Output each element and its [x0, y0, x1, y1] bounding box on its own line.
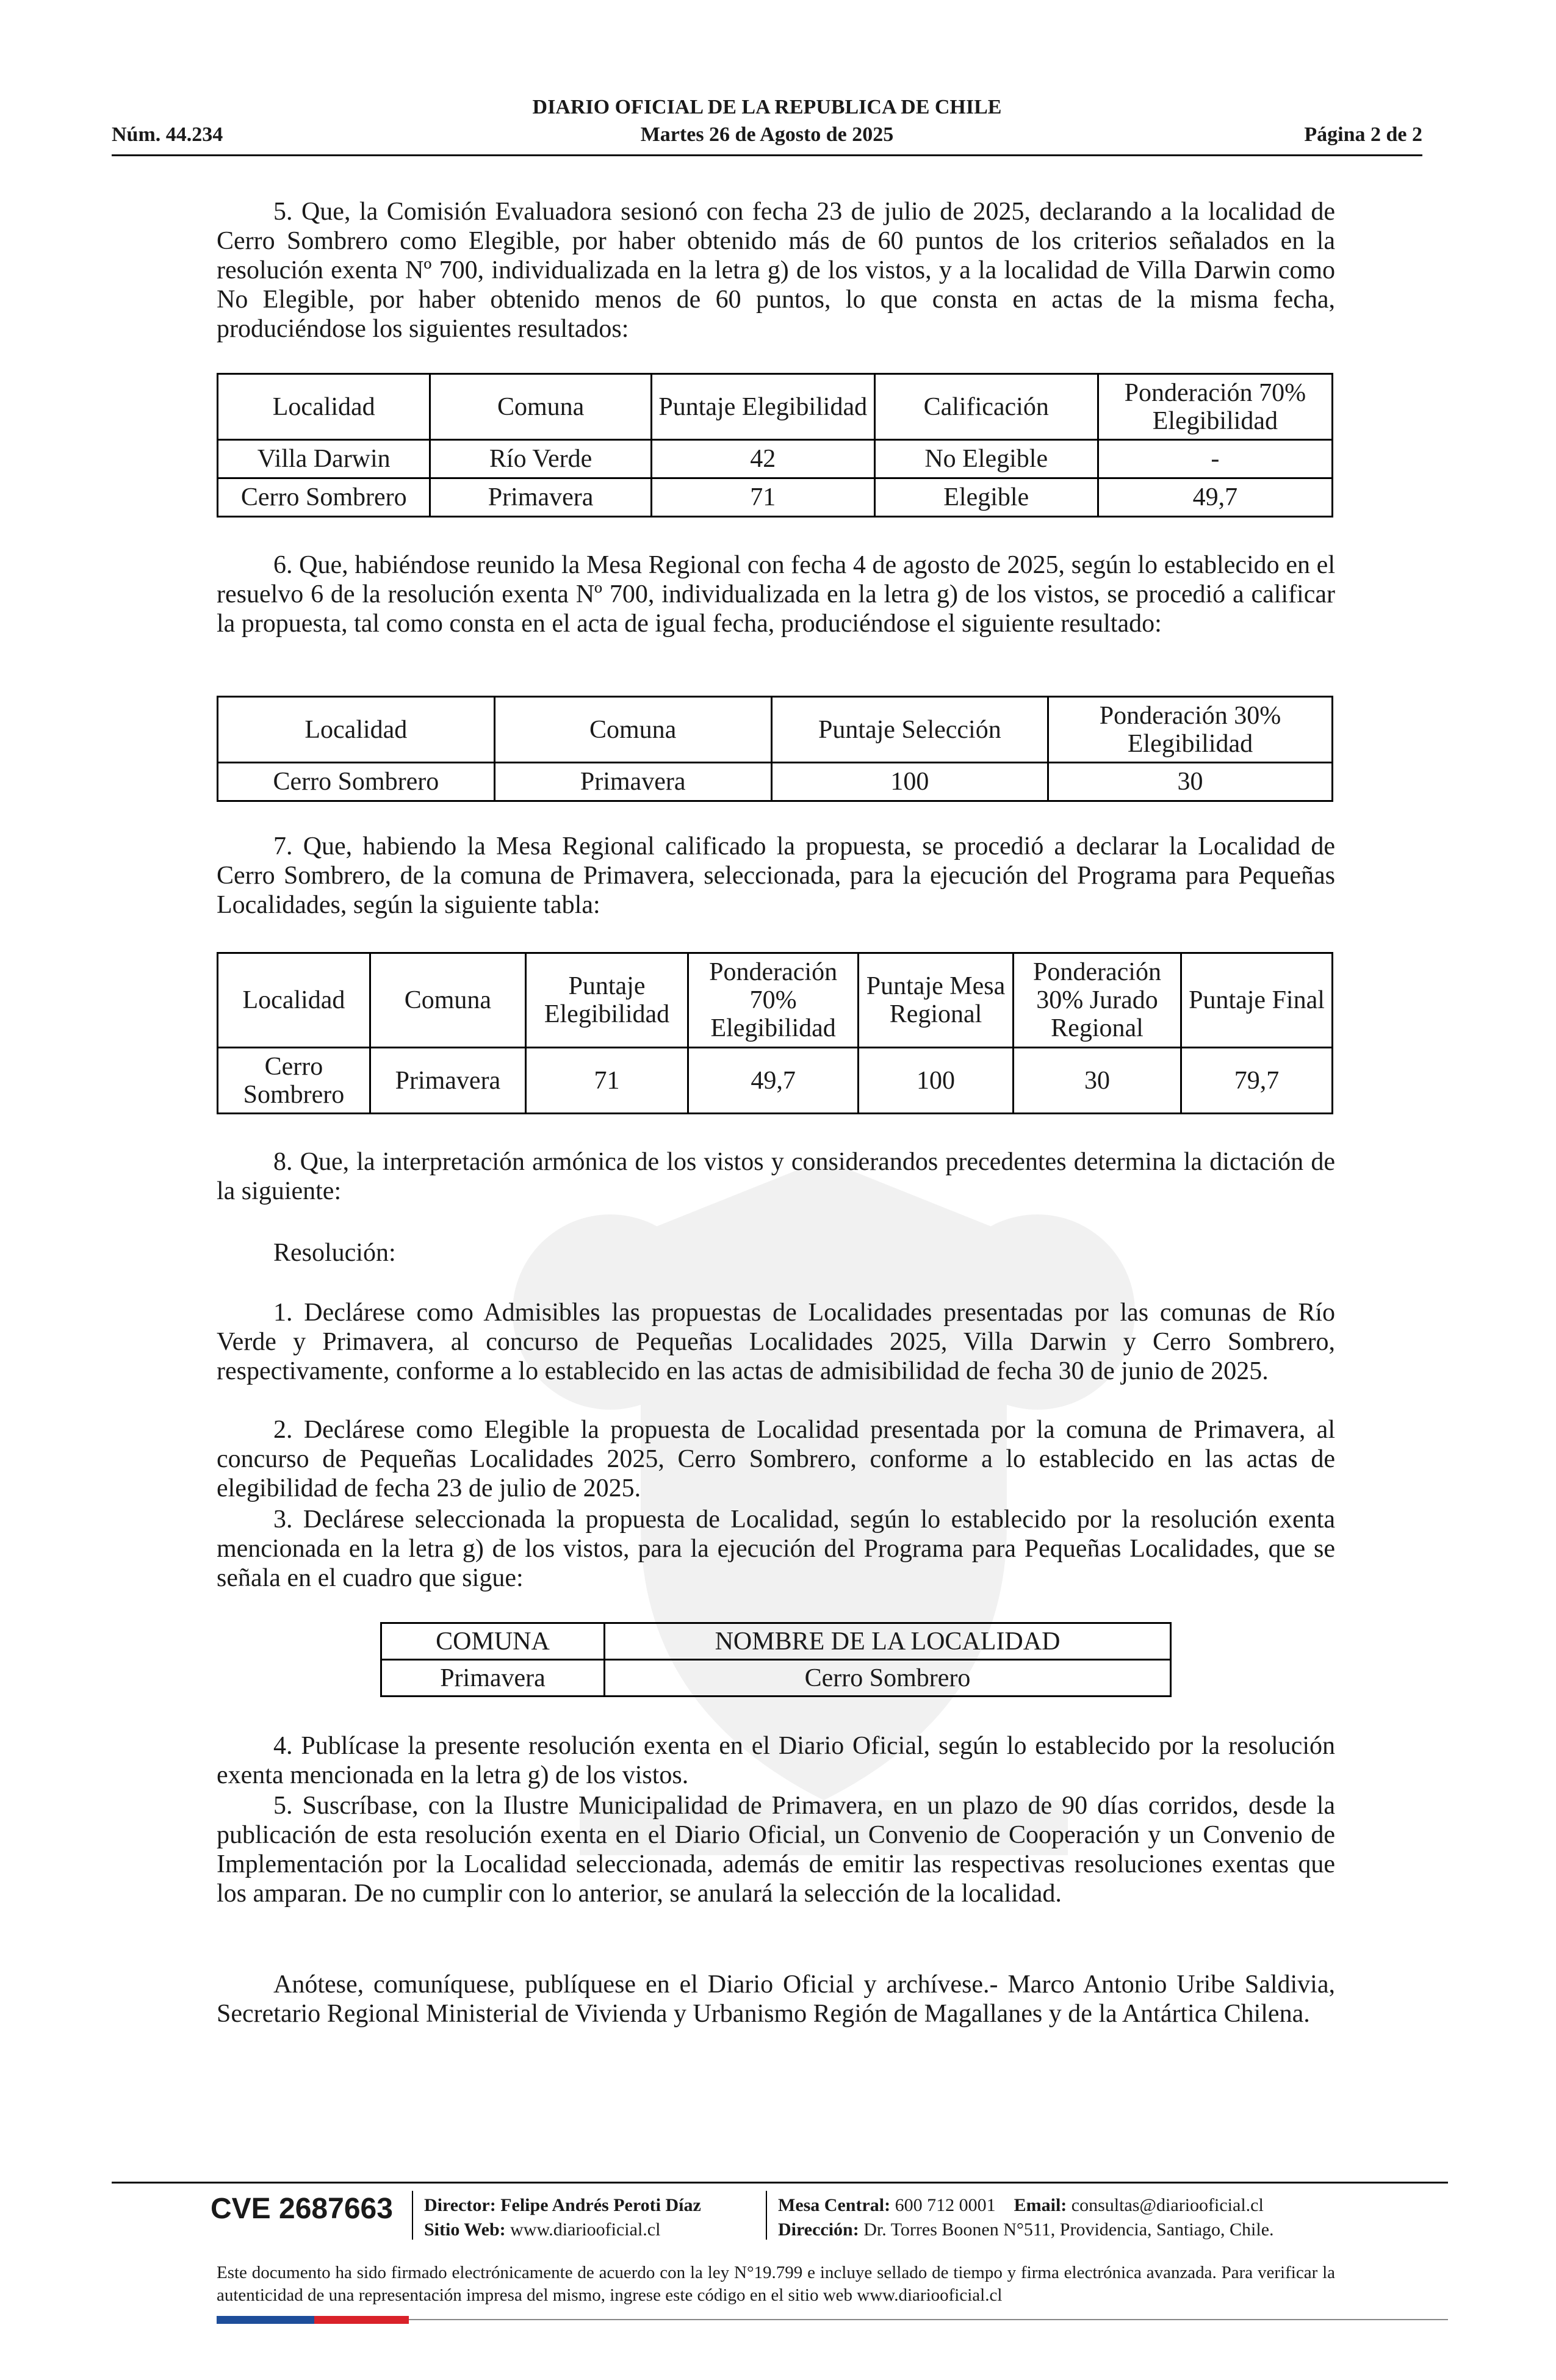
- resolution-item-5: 5. Suscríbase, con la Ilustre Municipalidad de Primavera, en un plazo de 90 días corridos, desde la publicación de esta resolución exenta en el Diario Oficial, un Convenio de Cooperación y un Convenio de Implementación por la Localidad seleccionada, además de emitir las respectivas resoluciones exentas que los amparan. De no cumplir con lo anterior, se anulará la selección de la localidad.: [217, 1792, 1335, 1908]
- table-cell: Villa Darwin: [218, 440, 430, 478]
- table-cell: 79,7: [1181, 1048, 1333, 1114]
- table-cell: No Elegible: [874, 440, 1098, 478]
- flag-color-bar: [217, 2316, 409, 2324]
- mesa-phone: 600 712 0001: [895, 2195, 996, 2215]
- footer-director-line: [424, 2193, 701, 2218]
- table-header-cell: Ponderación 70% Elegibilidad: [1098, 374, 1332, 440]
- table-header-cell: COMUNA: [381, 1623, 605, 1660]
- table-cell: Cerro Sombrero: [218, 1048, 370, 1114]
- table-header-cell: Puntaje Elegibilidad: [525, 953, 688, 1048]
- table-cell: 49,7: [688, 1048, 859, 1114]
- cve-code: CVE 2687663: [211, 2193, 393, 2225]
- table-cell: 42: [651, 440, 874, 478]
- footer-mesa-line: [778, 2193, 1274, 2218]
- table-header-cell: Comuna: [370, 953, 525, 1048]
- newspaper-title: DIARIO OFICIAL DE LA REPUBLICA DE CHILE: [532, 96, 1002, 118]
- resolution-heading: Resolución:: [273, 1239, 396, 1267]
- footer-contact-block: [778, 2193, 1274, 2242]
- table-row: [381, 1660, 1171, 1697]
- closing-signature: Anótese, comuníquese, publíquese en el Diario Oficial y archívese.- Marco Antonio Uribe Saldivia, Secretario Regional Ministerial de Vivienda y Urbanismo Región de Magallanes y de la Antártica Chilena.: [217, 1971, 1335, 2028]
- table-row: [218, 440, 1333, 478]
- flag-blue-segment: [217, 2316, 314, 2324]
- web-label: Sitio Web:: [424, 2220, 506, 2240]
- table-cell: Primavera: [430, 478, 651, 517]
- table-header-row: [218, 697, 1333, 763]
- table-header-cell: Ponderación 70% Elegibilidad: [688, 953, 859, 1048]
- table-header-cell: NOMBRE DE LA LOCALIDAD: [605, 1623, 1171, 1660]
- footer-address-line: [778, 2218, 1274, 2242]
- table-header-cell: Ponderación 30% Jurado Regional: [1013, 953, 1181, 1048]
- table-cell: 49,7: [1098, 478, 1332, 517]
- footer-separator: [412, 2191, 413, 2240]
- address-label: Dirección:: [778, 2220, 859, 2240]
- table-header-row: [218, 374, 1333, 440]
- flag-red-segment: [314, 2316, 409, 2324]
- table-cell: Primavera: [494, 763, 771, 801]
- email-label: Email:: [1014, 2195, 1067, 2215]
- table-header-cell: Puntaje Final: [1181, 953, 1333, 1048]
- table-header-cell: Localidad: [218, 697, 495, 763]
- paragraph-7: 7. Que, habiendo la Mesa Regional calificado la propuesta, se procedió a declarar la Localidad de Cerro Sombrero, de la comuna de Primavera, seleccionada, para la ejecución del Programa para Pequeñas Localidades, según la siguiente tabla:: [217, 832, 1335, 919]
- resolution-item-1: 1. Declárese como Admisibles las propuestas de Localidades presentadas por las comunas de Río Verde y Primavera, al concurso de Pequeñas Localidades 2025, Villa Darwin y Cerro Sombrero, respectivamente, conforme a lo establecido en las actas de admisibilidad de fecha 30 de junio de 2025.: [217, 1299, 1335, 1385]
- page-number: Página 2 de 2: [1304, 123, 1422, 146]
- table-cell: 30: [1048, 763, 1333, 801]
- footer-director-block: [424, 2193, 701, 2242]
- table-header-cell: Calificación: [874, 374, 1098, 440]
- table-cell: 100: [859, 1048, 1014, 1114]
- page-header: [112, 96, 1422, 157]
- paragraph-8: 8. Que, la interpretación armónica de los vistos y considerandos precedentes determina la dictación de la siguiente:: [217, 1148, 1335, 1205]
- table-cell: 71: [651, 478, 874, 517]
- director-label: Director:: [424, 2195, 496, 2215]
- table-localidad-seleccionada: [380, 1622, 1172, 1697]
- table-elegibilidad: [217, 373, 1333, 517]
- table-cell: 100: [771, 763, 1048, 801]
- table-row: [218, 478, 1333, 517]
- footer-divider: [112, 2182, 1448, 2183]
- table-cell: Cerro Sombrero: [218, 478, 430, 517]
- table-puntaje-final: [217, 952, 1333, 1114]
- resolution-item-2: 2. Declárese como Elegible la propuesta de Localidad presentada por la comuna de Primavera, al concurso de Pequeñas Localidades 2025, Cerro Sombrero, conforme a lo establecido en las actas de elegibilidad de fecha 23 de julio de 2025.: [217, 1416, 1335, 1502]
- footer-separator: [766, 2191, 767, 2240]
- table-row: [218, 1048, 1333, 1114]
- table-header-cell: Puntaje Selección: [771, 697, 1048, 763]
- table-header-cell: Puntaje Elegibilidad: [651, 374, 874, 440]
- table-cell: Primavera: [370, 1048, 525, 1114]
- table-header-cell: Localidad: [218, 953, 370, 1048]
- table-cell: 30: [1013, 1048, 1181, 1114]
- table-header-cell: Puntaje Mesa Regional: [859, 953, 1014, 1048]
- table-cell: Primavera: [381, 1660, 605, 1697]
- header-divider: [112, 154, 1422, 156]
- table-header-cell: Comuna: [494, 697, 771, 763]
- address-text: Dr. Torres Boonen N°511, Providencia, Santiago, Chile.: [863, 2220, 1274, 2240]
- mesa-label: Mesa Central:: [778, 2195, 891, 2215]
- issue-date: Martes 26 de Agosto de 2025: [640, 123, 894, 146]
- table-seleccion: [217, 696, 1333, 802]
- table-cell: Río Verde: [430, 440, 651, 478]
- table-cell: Cerro Sombrero: [605, 1660, 1171, 1697]
- email-link[interactable]: consultas@diariooficial.cl: [1071, 2195, 1264, 2215]
- director-name: Felipe Andrés Peroti Díaz: [500, 2195, 701, 2215]
- table-row: [218, 763, 1333, 801]
- resolution-item-3: 3. Declárese seleccionada la propuesta de Localidad, según lo establecido por la resolución exenta mencionada en la letra g) de los vistos, para la ejecución del Programa para Pequeñas Localidades, que se señala en el cuadro que sigue:: [217, 1506, 1335, 1592]
- table-cell: 71: [525, 1048, 688, 1114]
- paragraph-6: 6. Que, habiéndose reunido la Mesa Regional con fecha 4 de agosto de 2025, según lo establecido en el resuelvo 6 de la resolución exenta Nº 700, individualizada en la letra g) de los vistos, se procedió a calificar la propuesta, tal como consta en el acta de igual fecha, produciéndose el siguiente resultado:: [217, 551, 1335, 638]
- table-header-cell: Ponderación 30% Elegibilidad: [1048, 697, 1333, 763]
- footer-legal-note: Este documento ha sido firmado electrónicamente de acuerdo con la ley N°19.799 e incluye sellado de tiempo y firma electrónica avanzada. Para verificar la autenticidad de una representación impresa del mismo, ingrese este código en el sitio web www.diariooficial.cl: [217, 2263, 1335, 2305]
- resolution-item-4: 4. Publícase la presente resolución exenta en el Diario Oficial, según lo establecido por la resolución exenta mencionada en la letra g) de los vistos.: [217, 1732, 1335, 1789]
- table-header-row: [381, 1623, 1171, 1660]
- web-link[interactable]: www.diariooficial.cl: [510, 2220, 661, 2240]
- table-header-cell: Comuna: [430, 374, 651, 440]
- paragraph-5: 5. Que, la Comisión Evaluadora sesionó con fecha 23 de julio de 2025, declarando a la localidad de Cerro Sombrero como Elegible, por haber obtenido más de 60 puntos de los criterios señalados en la resolución exenta Nº 700, individualizada en la letra g) de los vistos, y a la localidad de Villa Darwin como No Elegible, por haber obtenido menos de 60 puntos, lo que consta en actas de la misma fecha, produciéndose los siguientes resultados:: [217, 198, 1335, 343]
- footer-bottom-rule: [409, 2319, 1448, 2320]
- table-header-row: [218, 953, 1333, 1048]
- table-cell: Cerro Sombrero: [218, 763, 495, 801]
- table-cell: Elegible: [874, 478, 1098, 517]
- table-cell: -: [1098, 440, 1332, 478]
- table-header-cell: Localidad: [218, 374, 430, 440]
- issue-number: Núm. 44.234: [112, 123, 223, 146]
- footer-web-line: [424, 2218, 701, 2242]
